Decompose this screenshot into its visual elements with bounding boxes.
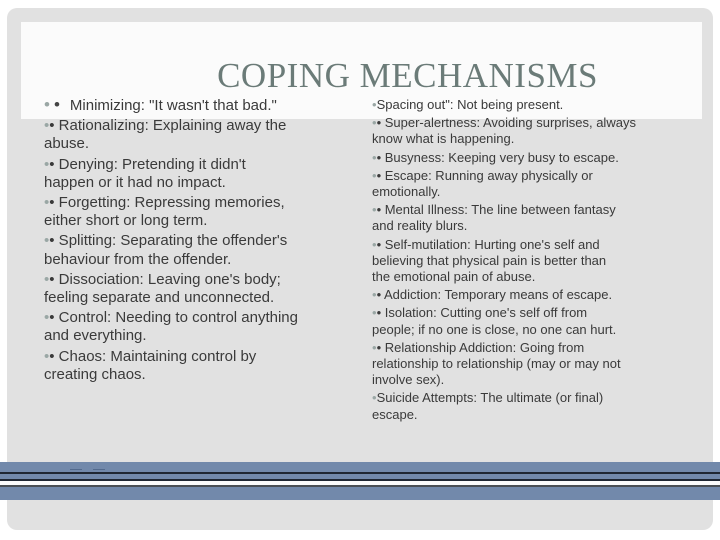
- list-item-text: feeling separate and unconnected.: [44, 289, 275, 307]
- list-item: [372, 115, 702, 147]
- list-item: [372, 390, 702, 422]
- list-item-line: [44, 348, 359, 366]
- bullet-icon: •: [44, 155, 50, 173]
- list-item-text: behaviour from the offender.: [44, 250, 232, 268]
- right-column-list: [372, 97, 702, 425]
- left-column-list: [44, 96, 359, 386]
- list-item-text: • Super-alertness: Avoiding surprises, always: [376, 115, 636, 131]
- list-item-text: relationship to relationship (may or may not: [372, 356, 621, 372]
- list-item-text: either short or long term.: [44, 212, 208, 230]
- list-item-line: [372, 253, 702, 269]
- list-item-line: [372, 202, 702, 218]
- list-item-line: [372, 184, 702, 200]
- list-item: [372, 340, 702, 389]
- list-item-text: • Relationship Addiction: Going from: [376, 339, 585, 355]
- list-item-text: believing that physical pain is better than: [372, 252, 607, 268]
- bullet-icon: •: [44, 232, 50, 250]
- list-item-line: [372, 372, 702, 388]
- list-item: [44, 309, 359, 345]
- list-item-text: happen or it had no impact.: [44, 173, 226, 191]
- list-item-line: [372, 218, 702, 234]
- bullet-icon: •: [372, 115, 377, 131]
- list-item: [372, 287, 702, 303]
- list-item-text: emotionally.: [372, 184, 441, 200]
- list-item-text: involve sex).: [372, 372, 445, 388]
- list-item-line: [372, 340, 702, 356]
- list-item-text: • Escape: Running away physically or: [376, 167, 593, 183]
- bullet-icon: •: [44, 270, 50, 288]
- list-item-text: Minimizing: "It wasn't that bad.": [69, 97, 277, 114]
- list-item-line: [44, 174, 359, 192]
- list-item-text: creating chaos.: [44, 365, 146, 383]
- bullet-icon: •: [44, 194, 50, 212]
- list-item-line: [372, 407, 702, 423]
- list-item-line: [44, 327, 359, 345]
- list-item-text: and everything.: [44, 327, 147, 345]
- list-item-text: • Self-mutilation: Hurting one's self and: [376, 236, 600, 252]
- list-item: [372, 237, 702, 286]
- list-item: [372, 305, 702, 337]
- list-item: [44, 194, 359, 230]
- list-item-line: [372, 269, 702, 285]
- list-item: [372, 168, 702, 200]
- list-item-text: • Rationalizing: Explaining away the: [49, 117, 287, 135]
- list-item: [44, 348, 359, 384]
- list-item-text: • Isolation: Cutting one's self off from: [376, 305, 588, 321]
- list-item-line: [44, 289, 359, 307]
- list-item-text: and reality blurs.: [372, 218, 468, 234]
- list-item: [44, 271, 359, 307]
- list-item-text: • Mental Illness: The line between fantasy: [376, 202, 616, 218]
- bullet-icon: •: [53, 95, 60, 114]
- list-item-line: [44, 135, 359, 153]
- bullet-icon: •: [372, 390, 377, 406]
- list-item-line: [44, 156, 359, 174]
- list-item-line: [44, 309, 359, 327]
- list-item-line: [372, 237, 702, 253]
- bullet-icon: •: [44, 95, 50, 114]
- bullet-icon: •: [44, 117, 50, 135]
- bullet-icon: •: [372, 167, 377, 183]
- list-item-line: [372, 131, 702, 147]
- list-item-line: [372, 150, 702, 166]
- list-item: [44, 156, 359, 192]
- list-item-text: know what is happening.: [372, 131, 515, 147]
- list-item-text: abuse.: [44, 135, 90, 153]
- slide-title: COPING MECHANISMS: [217, 56, 598, 95]
- list-item-line: [44, 366, 359, 384]
- list-item-text: • Control: Needing to control anything: [49, 309, 298, 327]
- list-item-text: • Chaos: Maintaining control by: [49, 347, 257, 365]
- bullet-icon: •: [372, 97, 377, 112]
- list-item-line: [372, 305, 702, 321]
- list-item: [372, 202, 702, 234]
- bullet-icon: •: [44, 309, 50, 327]
- list-item: [372, 150, 702, 166]
- list-item: [44, 96, 359, 115]
- list-item-line: [372, 115, 702, 131]
- list-item-text: escape.: [372, 406, 418, 422]
- bullet-icon: •: [372, 236, 377, 252]
- list-item-line: [44, 194, 359, 212]
- list-item-text: people; if no one is close, no one can hurt.: [372, 321, 617, 337]
- list-item: [44, 232, 359, 268]
- decorative-band: [0, 462, 720, 502]
- list-item-line: [372, 97, 702, 113]
- bullet-icon: •: [372, 339, 377, 355]
- bullet-icon: •: [44, 347, 50, 365]
- list-item-line: [372, 390, 702, 406]
- list-item-line: [44, 271, 359, 289]
- list-item: [44, 117, 359, 153]
- list-item-line: [372, 168, 702, 184]
- bullet-icon: •: [372, 287, 377, 303]
- list-item-line: [372, 287, 702, 303]
- list-item: [372, 97, 702, 113]
- bullet-icon: •: [372, 149, 377, 165]
- list-item-text: • Addiction: Temporary means of escape.: [376, 287, 613, 303]
- list-item-text: • Splitting: Separating the offender's: [49, 232, 288, 250]
- bullet-icon: •: [372, 202, 377, 218]
- list-item-line: [44, 232, 359, 250]
- list-item-text: the emotional pain of abuse.: [372, 269, 536, 285]
- list-item-text: Spacing out": Not being present.: [376, 97, 564, 112]
- list-item-line: [372, 322, 702, 338]
- list-item-line: [44, 251, 359, 269]
- list-item-text: • Busyness: Keeping very busy to escape.: [376, 149, 619, 165]
- list-item-line: [44, 212, 359, 230]
- list-item-text: Suicide Attempts: The ultimate (or final): [376, 390, 604, 406]
- bullet-icon: •: [372, 305, 377, 321]
- list-item-text: • Denying: Pretending it didn't: [49, 155, 246, 173]
- list-item-text: • Forgetting: Repressing memories,: [49, 194, 285, 212]
- list-item-text: • Dissociation: Leaving one's body;: [49, 270, 281, 288]
- list-item-line: [44, 117, 359, 135]
- list-item-line: [44, 96, 359, 115]
- list-item-line: [372, 356, 702, 372]
